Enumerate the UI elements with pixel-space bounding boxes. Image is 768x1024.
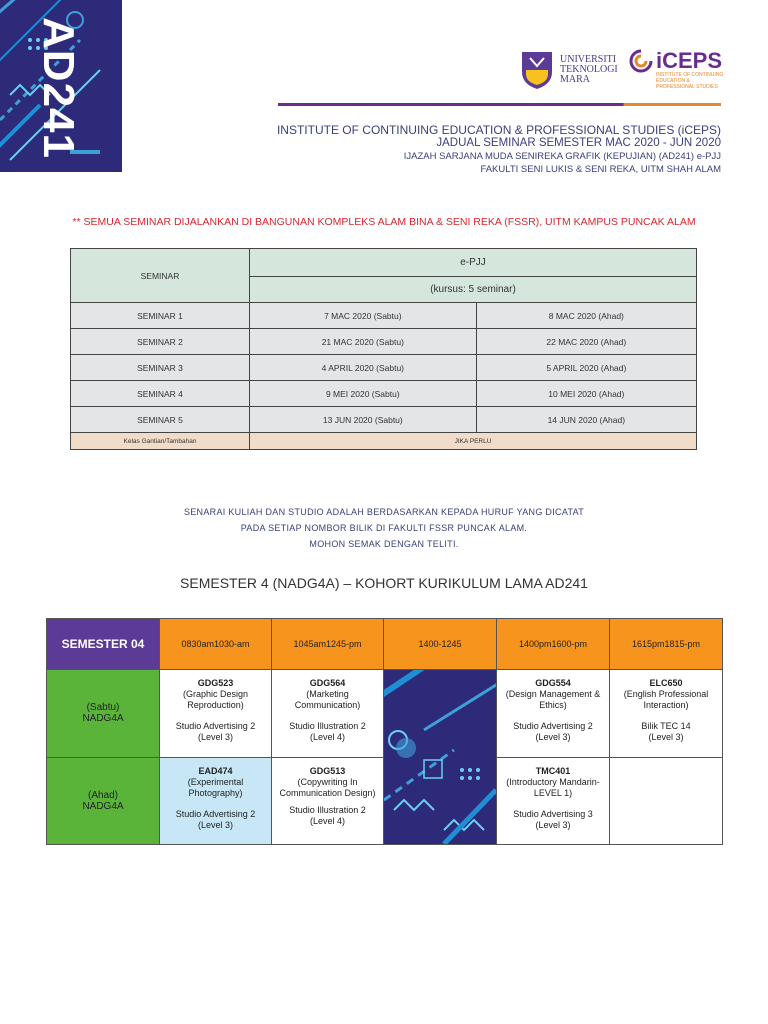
class-cell [160, 670, 272, 758]
seminar-header: SEMINAR [71, 249, 250, 303]
course-room: Studio Advertising 2 [175, 808, 256, 819]
seminar-name: SEMINAR 1 [71, 303, 250, 329]
note-line: PADA SETIAP NOMBOR BILIK DI FAKULTI FSSR PUNCAK ALAM. [240, 523, 528, 533]
document-header [277, 124, 721, 176]
course-room: Studio Illustration 2 [289, 721, 366, 731]
course-code: ELC650 [649, 678, 683, 688]
seminar-table [70, 248, 697, 450]
day-cell [47, 670, 160, 758]
course-room: Studio Advertising 3 [513, 808, 593, 819]
table-row [71, 329, 697, 355]
slot-header: 0830am1030-am [160, 619, 272, 670]
seminar-date-sun: 22 MAC 2020 (Ahad) [476, 329, 696, 355]
timetable [46, 618, 723, 845]
day-label: (Sabtu) [86, 702, 120, 714]
seminar-date-sat: 9 MEI 2020 (Sabtu) [250, 381, 477, 407]
course-room: Studio Advertising 2 [175, 721, 256, 731]
seminar-date-sun: 5 APRIL 2020 (Ahad) [476, 355, 696, 381]
slot-header: 1615pm1815-pm [610, 619, 723, 670]
table-row [71, 407, 697, 433]
class-cell [160, 757, 272, 845]
course-title: (Experimental Photography) [187, 776, 244, 798]
mode-header: e-PJJ [250, 249, 697, 277]
day-label: (Ahad) [87, 789, 118, 801]
table-row [71, 433, 697, 450]
course-level: (Level 4) [309, 815, 345, 826]
course-title: (Design Management & Ethics) [505, 689, 601, 710]
class-cell [272, 757, 384, 845]
header-program: IJAZAH SARJANA MUDA SENIREKA GRAFIK (KEPUJIAN) (AD241) e-PJJ [403, 151, 721, 162]
course-code: TMC401 [535, 765, 571, 776]
course-room: Studio Illustration 2 [289, 804, 366, 815]
header-institute: INSTITUTE OF CONTINUING EDUCATION & PROFESSIONAL STUDIES (iCEPS) [276, 123, 721, 137]
slot-header: 1400pm1600-pm [497, 619, 610, 670]
course-level: (Level 3) [535, 819, 571, 830]
note-line: SENARAI KULIAH DAN STUDIO ADALAH BERDASARKAN KEPADA HURUF YANG DICATAT [183, 507, 585, 517]
seminar-date-sat: 7 MAC 2020 (Sabtu) [250, 303, 477, 329]
course-level: (Level 3) [648, 732, 684, 742]
course-level: (Level 3) [197, 732, 233, 742]
course-level: (Level 4) [309, 732, 345, 742]
course-level: (Level 3) [197, 819, 233, 830]
course-room: Studio Advertising 2 [513, 721, 593, 731]
break-decoration [384, 670, 497, 845]
seminar-name: SEMINAR 5 [71, 407, 250, 433]
seminar-date-sat: 21 MAC 2020 (Sabtu) [250, 329, 477, 355]
uitm-crest-icon [520, 50, 554, 90]
course-code: GDG564 [309, 678, 346, 688]
seminar-name: SEMINAR 4 [71, 381, 250, 407]
group-label: NADG4A [82, 800, 124, 812]
course-code: GDG513 [309, 765, 346, 776]
uitm-logo [520, 50, 618, 90]
uitm-text-2: TEKNOLOGI [560, 64, 618, 75]
class-cell [497, 757, 610, 845]
table-row [71, 355, 697, 381]
table-row [71, 303, 697, 329]
course-title: (Graphic Design Reproduction) [182, 689, 249, 710]
venue-notice: ** SEMUA SEMINAR DIJALANKAN DI BANGUNAN KOMPLEKS ALAM BINA & SENI REKA (FSSR), UITM KAMPUS PUNCAK ALAM [72, 216, 696, 228]
decorative-pattern [384, 670, 496, 844]
iceps-mark-icon [628, 49, 654, 73]
course-code: EAD474 [198, 765, 233, 776]
course-title: (Introductory Mandarin-LEVEL 1) [506, 776, 600, 798]
course-title: (Copywriting In Communication Design) [279, 776, 376, 798]
slot-header: 1400-1245 [384, 619, 497, 670]
class-cell [610, 670, 723, 758]
semester-title: SEMESTER 4 (NADG4A) – KOHORT KURIKULUM LAMA AD241 [180, 575, 588, 591]
table-row [47, 670, 723, 758]
iceps-subtitle: INSTITUTE OF CONTINUING EDUCATION & PROFESSIONAL STUDIES [656, 72, 724, 90]
slot-header: 1045am1245-pm [272, 619, 384, 670]
iceps-logo [628, 48, 724, 90]
seminar-date-sun: 8 MAC 2020 (Ahad) [476, 303, 696, 329]
header-faculty: FAKULTI SENI LUKIS & SENI REKA, UITM SHAH ALAM [480, 164, 721, 175]
program-code: AD241 [34, 17, 83, 159]
extra-class-value: JIKA PERLU [250, 433, 697, 450]
seminar-date-sun: 14 JUN 2020 (Ahad) [476, 407, 696, 433]
header-divider [278, 103, 721, 106]
seminar-date-sun: 10 MEI 2020 (Ahad) [476, 381, 696, 407]
seminar-date-sat: 4 APRIL 2020 (Sabtu) [250, 355, 477, 381]
table-row [71, 381, 697, 407]
info-note [0, 504, 768, 552]
iceps-name: iCEPS [656, 48, 723, 73]
seminar-date-sat: 13 JUN 2020 (Sabtu) [250, 407, 477, 433]
course-room: Bilik TEC 14 [641, 721, 691, 731]
uitm-text-3: MARA [560, 74, 591, 85]
course-code: GDG554 [535, 678, 571, 688]
class-cell [272, 670, 384, 758]
seminar-name: SEMINAR 3 [71, 355, 250, 381]
course-title: (Marketing Communication) [294, 689, 361, 710]
note-line: MOHON SEMAK DENGAN TELITI. [309, 539, 459, 549]
extra-class-label: Kelas Gantian/Tambahan [71, 433, 250, 450]
day-cell [47, 757, 160, 845]
header-schedule: JADUAL SEMINAR SEMESTER MAC 2020 - JUN 2020 [436, 137, 721, 149]
uitm-text-1: UNIVERSITI [560, 54, 617, 65]
seminar-name: SEMINAR 2 [71, 329, 250, 355]
course-title: (English Professional Interaction) [623, 689, 709, 710]
course-header: (kursus: 5 seminar) [250, 277, 697, 303]
corner-banner [0, 0, 122, 172]
group-label: NADG4A [82, 713, 124, 725]
semester-corner: SEMESTER 04 [47, 619, 160, 670]
class-cell [497, 670, 610, 758]
course-level: (Level 3) [535, 732, 571, 742]
empty-cell [610, 757, 723, 845]
course-code: GDG523 [197, 678, 234, 688]
